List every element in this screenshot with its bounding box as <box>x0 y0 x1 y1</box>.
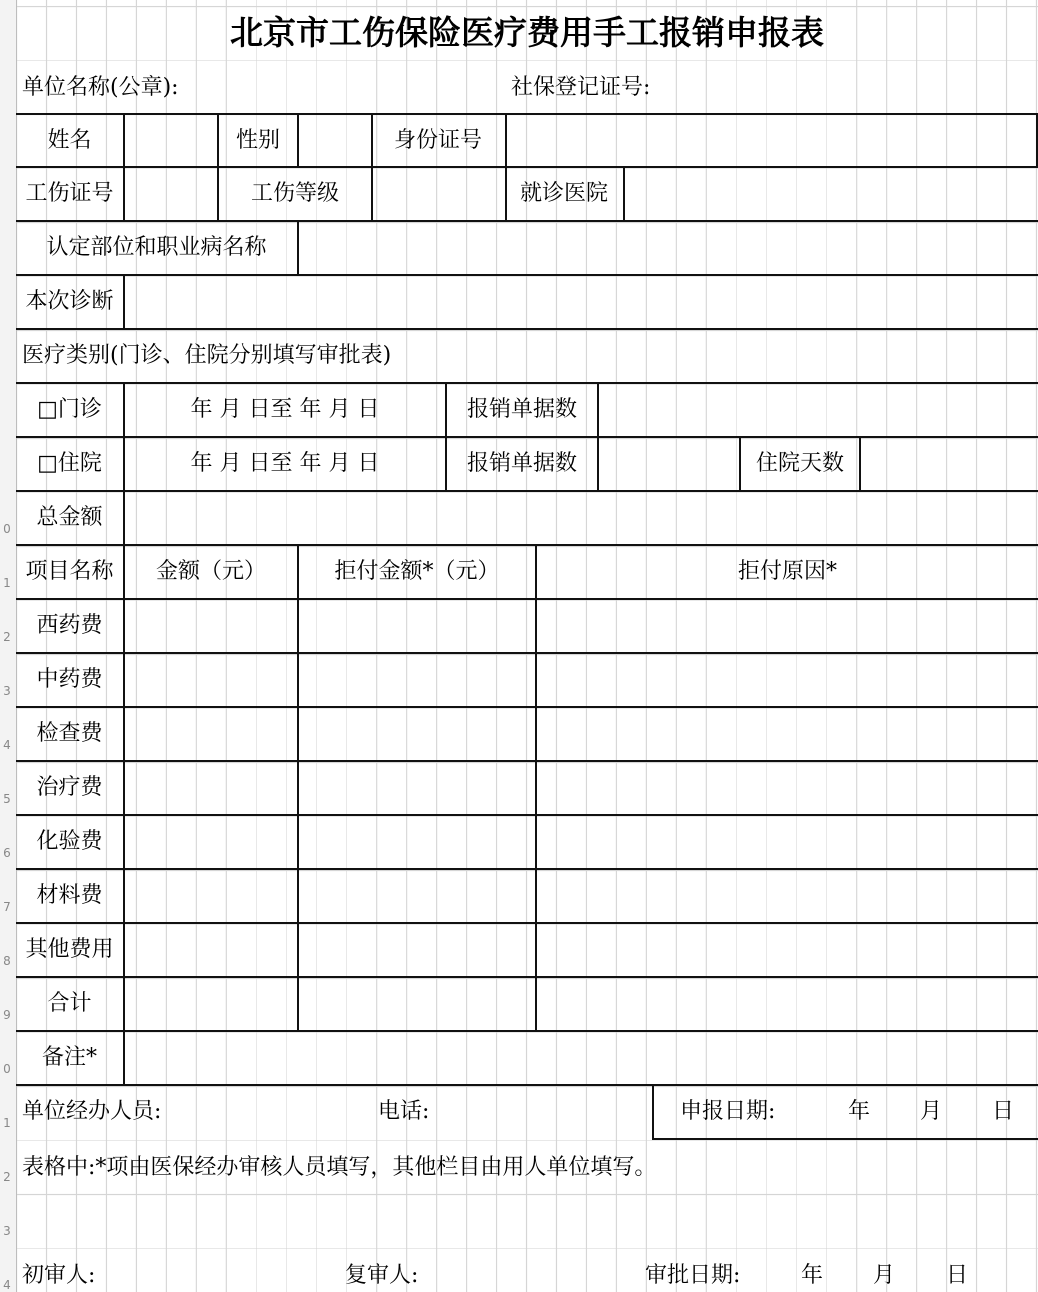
form-title: 北京市工伤保险医疗费用手工报销申报表 <box>230 13 824 52</box>
border-line <box>16 706 1038 708</box>
unit-name-label: 单位名称(公章): <box>22 75 179 100</box>
first-reviewer-label: 初审人: <box>22 1263 96 1288</box>
border-line <box>297 113 299 168</box>
border-line <box>16 976 1038 978</box>
row-number[interactable]: 6 <box>3 846 11 860</box>
border-line <box>16 1084 1038 1086</box>
outpatient-date-range: 年 月 日至 年 月 日 <box>190 397 380 422</box>
row-number[interactable]: 3 <box>3 1224 11 1238</box>
item-lab-test: 化验费 <box>36 829 103 854</box>
approve-date-label: 审批日期: <box>645 1263 741 1288</box>
approve-day: 日 <box>946 1263 969 1288</box>
border-line <box>16 868 1038 870</box>
row-number[interactable]: 2 <box>3 630 11 644</box>
row-number[interactable]: 1 <box>3 576 11 590</box>
name-label: 姓名 <box>47 128 92 153</box>
id-no-label: 身份证号 <box>393 128 482 153</box>
approve-month: 月 <box>873 1263 896 1288</box>
gender-label: 性别 <box>235 128 280 153</box>
injury-grade-label: 工伤等级 <box>250 181 339 206</box>
row-number[interactable]: 8 <box>3 954 11 968</box>
inpatient-days-label: 住院天数 <box>755 451 844 476</box>
row-number[interactable]: 0 <box>3 1062 11 1076</box>
apply-date-label: 申报日期: <box>680 1099 776 1124</box>
footnote: 表格中:*项由医保经办审核人员填写，其他栏目由用人单位填写。 <box>22 1155 657 1180</box>
total-amount-label: 总金额 <box>36 505 103 530</box>
inpatient-receipt-count-label: 报销单据数 <box>466 451 577 476</box>
item-chinese-medicine: 中药费 <box>36 667 103 692</box>
row-number[interactable]: 7 <box>3 900 11 914</box>
item-western-medicine: 西药费 <box>36 613 103 638</box>
apply-year: 年 <box>848 1099 871 1124</box>
hospital-label: 就诊医院 <box>519 181 608 206</box>
border-line <box>16 814 1038 816</box>
phone-label: 电话: <box>378 1099 430 1124</box>
item-treatment: 治疗费 <box>36 775 103 800</box>
item-materials: 材料费 <box>36 883 103 908</box>
item-examination: 检查费 <box>36 721 103 746</box>
row-number[interactable]: 0 <box>3 522 11 536</box>
border-line <box>859 436 861 492</box>
row-number[interactable]: 3 <box>3 684 11 698</box>
col-amount-header: 金额（元） <box>155 559 266 584</box>
second-reviewer-label: 复审人: <box>345 1263 419 1288</box>
row-number[interactable]: 9 <box>3 1008 11 1022</box>
col-rejected-header: 拒付金额*（元） <box>334 559 500 584</box>
border-line <box>123 274 125 330</box>
social-security-no-label: 社保登记证号: <box>511 75 651 100</box>
row-number[interactable]: 5 <box>3 792 11 806</box>
approve-year: 年 <box>801 1263 824 1288</box>
handler-label: 单位经办人员: <box>22 1099 162 1124</box>
outpatient-checkbox[interactable]: □门诊 <box>37 397 102 422</box>
border-line <box>652 1084 654 1140</box>
border-line <box>297 220 299 276</box>
border-line <box>597 382 599 492</box>
row-number[interactable]: 1 <box>3 1116 11 1130</box>
item-total: 合计 <box>47 991 92 1016</box>
border-line <box>623 166 625 222</box>
row-number[interactable]: 2 <box>3 1170 11 1184</box>
row-number[interactable]: 4 <box>3 1278 11 1292</box>
border-line <box>16 760 1038 762</box>
apply-month: 月 <box>920 1099 943 1124</box>
apply-day: 日 <box>992 1099 1015 1124</box>
border-line <box>16 922 1038 924</box>
diagnosis-label: 本次诊断 <box>25 289 114 314</box>
row-header-gutter <box>0 0 17 1292</box>
border-line <box>535 544 537 1032</box>
border-line <box>297 544 299 1032</box>
border-line <box>123 113 125 222</box>
border-line <box>16 1030 1038 1032</box>
inpatient-date-range: 年 月 日至 年 月 日 <box>190 451 380 476</box>
injury-cert-no-label: 工伤证号 <box>25 181 114 206</box>
border-line <box>16 652 1038 654</box>
item-other: 其他费用 <box>25 937 114 962</box>
col-reason-header: 拒付原因* <box>737 559 837 584</box>
outpatient-receipt-count-label: 报销单据数 <box>466 397 577 422</box>
confirmed-part-label: 认定部位和职业病名称 <box>46 235 267 260</box>
row-number[interactable]: 4 <box>3 738 11 752</box>
remark-label: 备注* <box>41 1045 97 1070</box>
col-item-header: 项目名称 <box>25 559 114 584</box>
medical-type-label: 医疗类别(门诊、住院分别填写审批表) <box>22 343 392 368</box>
inpatient-checkbox[interactable]: □住院 <box>37 451 102 476</box>
